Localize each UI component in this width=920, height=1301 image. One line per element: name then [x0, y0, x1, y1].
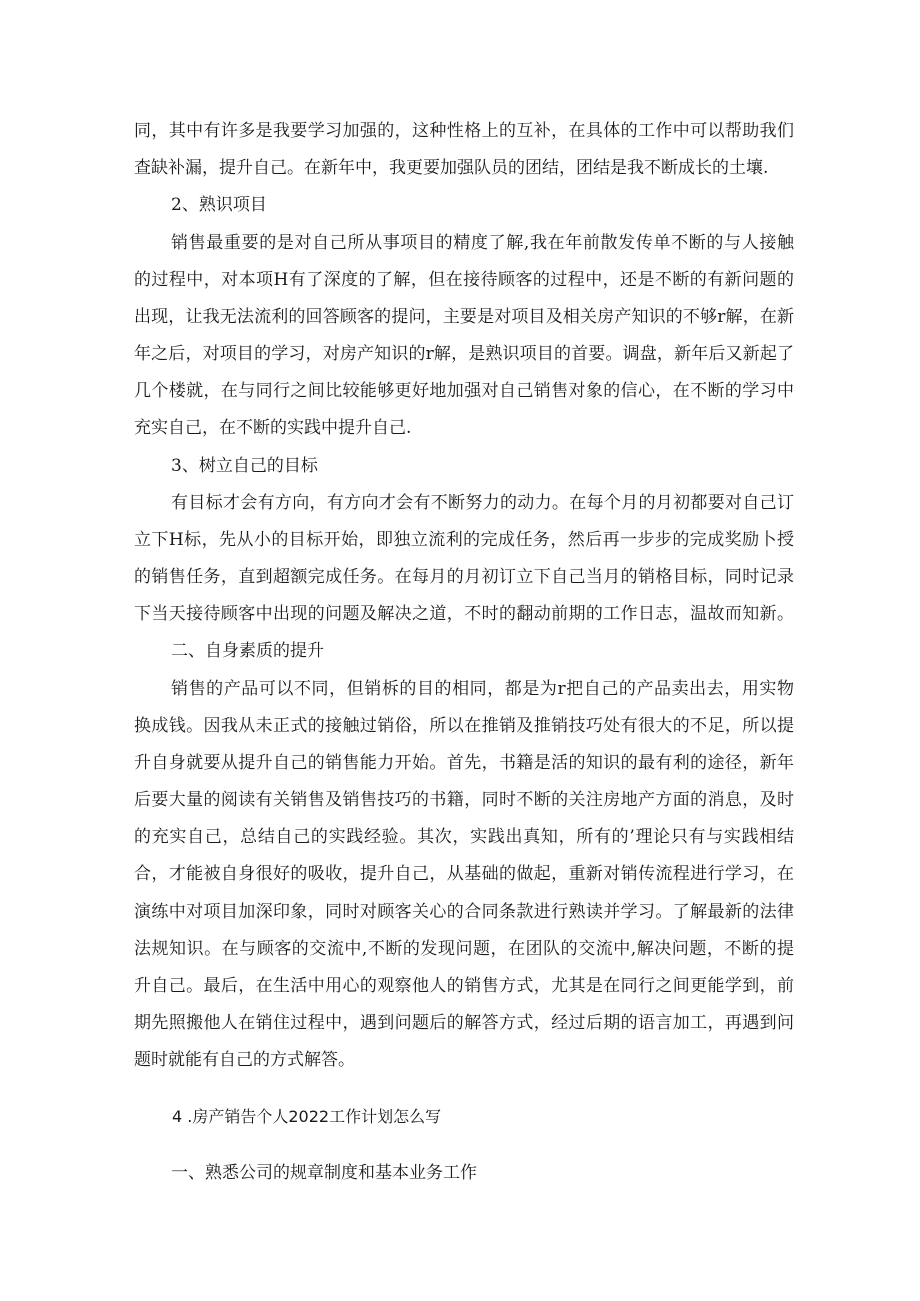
paragraph-line: 有目标才会有方向，有方向才会有不断努力的动力。在每个月的月初都要对自己订	[171, 493, 794, 513]
paragraph-line: 期先照搬他人在销住过程中，遇到问题后的解答方式，经过后期的语言加工，再遇到问	[134, 1013, 794, 1033]
paragraph-line: 同，其中有许多是我要学习加强的，这种性格上的互补，在具体的工作中可以帮助我们	[134, 121, 794, 141]
section-heading: 二、自身素质的提升	[171, 641, 324, 661]
section-heading: 2、熟识项目	[171, 195, 267, 215]
paragraph-line: 换成钱。因我从未正式的接触过销俗，所以在推销及推销技巧处有很大的不足，所以提	[134, 716, 794, 736]
paragraph-line: 的充实自己，总结自己的实践经验。其次，实践出真知，所有的’理论只有与实践相结	[134, 827, 794, 847]
paragraph-line: 演练中对项目加深印象，同时对顾客关心的合同条款进行熟读并学习。了解最新的法律	[134, 902, 794, 922]
paragraph-line: 销售的产品可以不同，但销柝的目的相同，都是为r把自己的产品卖出去，用实物	[171, 679, 794, 699]
article-title: 4 .房产销告个人2022工作计划怎么写	[172, 1107, 442, 1126]
paragraph-line: 法规知识。在与顾客的交流中,不断的发现问题，在团队的交流中,解决问题，不断的提	[134, 939, 794, 959]
section-heading: 3、树立自己的目标	[171, 456, 318, 476]
paragraph-line: 的销售任务，直到超额完成任务。在每月的月初订立下自己当月的销格目标，同时记录	[134, 567, 794, 587]
paragraph-line: 后要大量的阅读有关销售及销售技巧的书籍，同时不断的关注房地产方面的消息，及时	[134, 790, 794, 810]
paragraph-line: 下当天接待顾客中出现的问题及解决之道，不时的翻动前期的工作日志，温故而知新。	[134, 604, 794, 624]
paragraph-line: 销售最重要的是对自己所从事项目的精度了解,我在年前散发传单不断的与人接触	[171, 233, 794, 253]
section-heading: 一、熟悉公司的规章制度和基本业务工作	[171, 1163, 477, 1183]
paragraph-line: 充实自己，在不断的实践中提升自己.	[134, 418, 412, 438]
paragraph-line: 几个楼就，在与同行之间比较能够更好地加强对自己销售对象的信心，在不断的学习中	[134, 381, 794, 401]
paragraph-line: 升自己。最后，在生活中用心的观察他人的销售方式，尤其是在同行之间更能学到，前	[134, 976, 794, 996]
paragraph-line: 题时就能有自己的方式解答。	[134, 1050, 355, 1070]
paragraph-line: 合，才能被自身很好的吸收，提升自己，从基础的做起，重新对销传流程进行学习，在	[134, 864, 794, 884]
paragraph-line: 立下H标，先从小的目标开始，即独立流利的完成任务，然后再一步步的完成奖励卜授	[134, 530, 794, 550]
paragraph-line: 出现，让我无法流利的回答顾客的提问，主要是对项目及相关房产知识的不够r解，在新	[134, 307, 794, 327]
paragraph-line: 的过程中，对本项H有了深度的了解，但在接待顾客的过程中，还是不断的有新问题的	[134, 270, 794, 290]
paragraph-line: 升自身就要从提升自己的销售能力开始。首先，书籍是活的知识的最有利的途径，新年	[134, 753, 794, 773]
paragraph-line: 年之后，对项目的学习，对房产知识的r解，是熟识项目的首要。调盘，新年后又新起了	[134, 344, 794, 364]
paragraph-line: 查缺补漏，提升自己。在新年中，我更要加强队员的团结，团结是我不断成长的土壤.	[134, 158, 769, 178]
